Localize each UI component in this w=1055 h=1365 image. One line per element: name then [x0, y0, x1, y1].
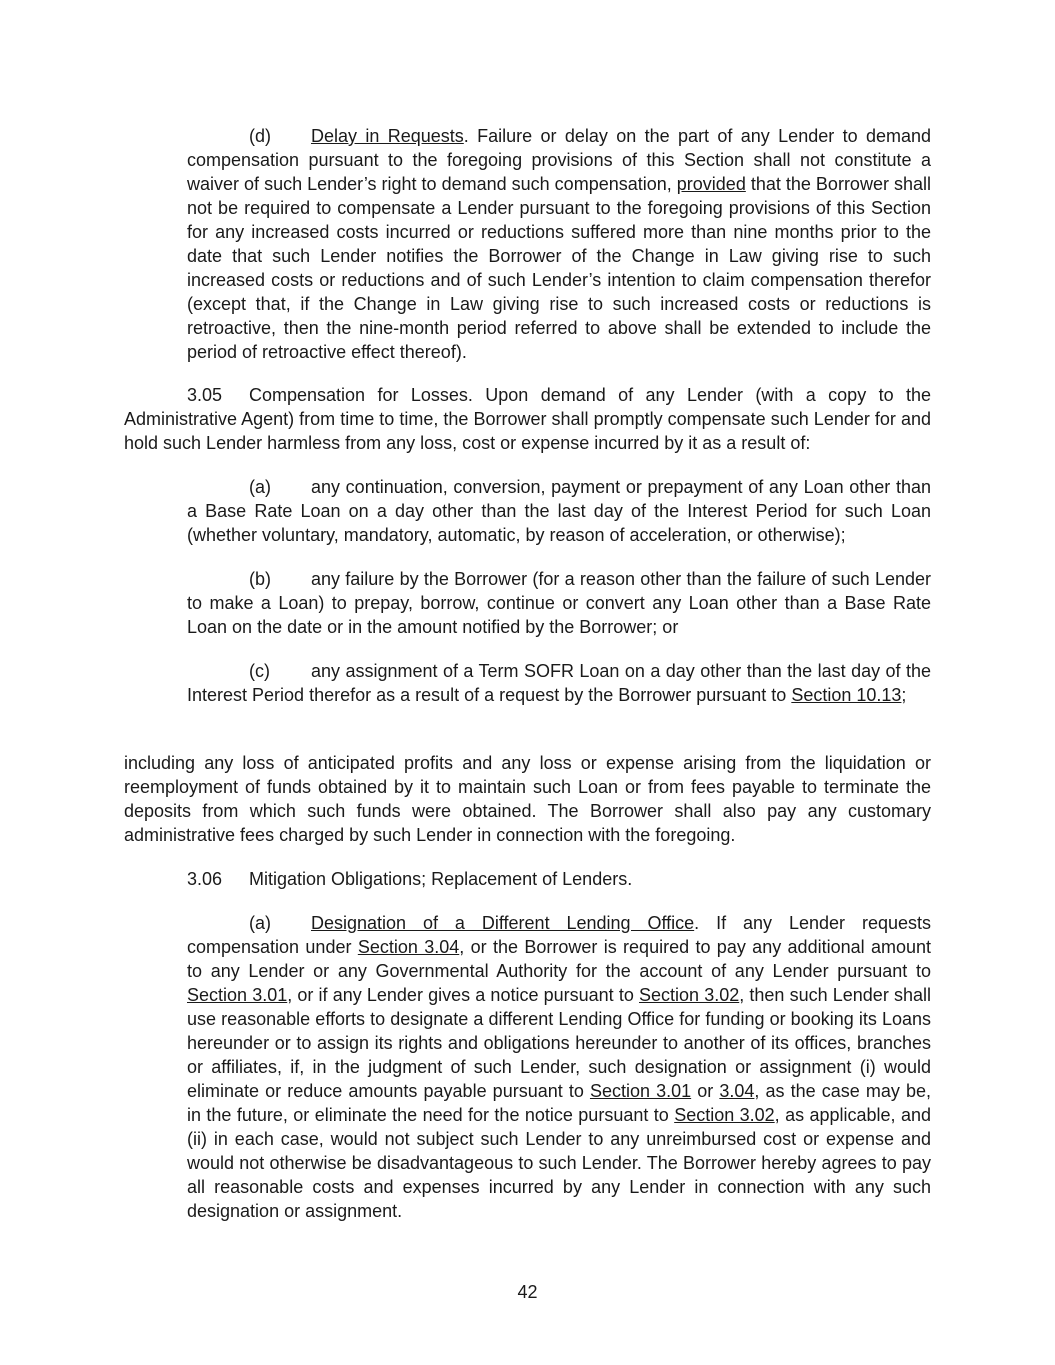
item-label: (a): [249, 477, 271, 497]
section-title: Mitigation Obligations; Replacement of Lenders.: [249, 869, 633, 889]
paragraph-text: . Failure or delay on the part of any Lender to demand compensation pursuant to the foregoing provisions of this Section shall not constitute a waiver of such Lender’s right to demand such compensation,: [187, 126, 931, 194]
item-text: , or the Borrower is required to pay any additional amount to any Lender or any Governmental Authority for the account of any Lender pursuant to: [187, 937, 932, 981]
item-text: , as applicable, and (ii) in each case, would not subject such Lender to any unreimbursed cost or expense and would not otherwise be disadvantageous to such Lender. The Borrower hereby agrees to pay all reasonable costs and expenses incurred by any Lender in connection with any such designation or assignment.: [187, 1105, 931, 1221]
item-text: any continuation, conversion, payment or prepayment of any Loan other than a Base Rate Loan on a day other than the last day of the Interest Period for such Loan (whether voluntary, mandatory, automatic, by reason of acceleration, or otherwise);: [187, 477, 931, 545]
paragraph-text: that the Borrower shall not be required to compensate a Lender pursuant to the foregoing provisions of this Section for any increased costs incurred or reductions suffered more than nine months prior to the date that such Lender notifies the Borrower of the Change in Law giving rise to such increased costs or reductions and of such Lender’s intention to claim compensation therefor (except that, if the Change in Law giving rise to such increased costs or reductions is retroactive, then the nine-month period referred to above shall be extended to include the period of retroactive effect thereof).: [187, 174, 931, 362]
section-reference: Section 3.02: [674, 1105, 775, 1125]
section-reference: 3.04: [719, 1081, 755, 1101]
section-3-05: [124, 383, 931, 455]
section-reference: Section 3.01: [187, 985, 288, 1005]
item-text: , or if any Lender gives a notice pursuant to: [287, 985, 639, 1005]
item-label: (b): [249, 569, 271, 589]
item-b-failure: [187, 567, 931, 639]
provided-term: provided: [676, 174, 746, 194]
section-reference: Section 3.04: [357, 937, 460, 957]
section-3-06-heading: [187, 867, 632, 891]
item-a-continuation: [187, 475, 931, 547]
including-paragraph: [124, 751, 931, 847]
item-label: (c): [249, 661, 270, 681]
section-number: 3.06: [187, 869, 223, 889]
item-title: Designation of a Different Lending Office: [311, 913, 695, 933]
item-text-tail: ;: [901, 685, 907, 705]
page-number: 42: [517, 1282, 538, 1302]
section-text: Upon demand of any Lender (with a copy to the Administrative Agent) from time to time, the Borrower shall promptly compensate such Lender for and hold such Lender harmless from any loss, cost or expense incurred by it as a result of:: [124, 385, 931, 453]
section-reference: Section 10.13: [791, 685, 902, 705]
paragraph-label: (d): [249, 126, 271, 146]
item-text: . If any Lender requests compensation under: [187, 913, 931, 957]
item-c-assignment: [187, 659, 931, 707]
item-text: , then such Lender shall use reasonable efforts to designate a different Lending Office for funding or booking its Loans hereunder or to assign its rights and obligations hereunder to another of its offices, branches or affiliates, if, in the judgment of such Lender, such designation or assignment (i) would eliminate or reduce amounts payable pursuant to: [187, 985, 931, 1101]
item-text: any failure by the Borrower (for a reason other than the failure of such Lender to make a Loan) to prepay, borrow, continue or convert any Loan other than a Base Rate Loan on the date or in the amount notified by the Borrower; or: [187, 569, 931, 637]
paragraph-title: Delay in Requests: [311, 126, 464, 146]
item-text: or: [691, 1081, 720, 1101]
item-text: , as the case may be, in the future, or eliminate the need for the notice pursuant to: [187, 1081, 931, 1125]
section-reference: Section 3.01: [589, 1081, 692, 1101]
item-label: (a): [249, 913, 271, 933]
section-number: 3.05: [187, 385, 223, 405]
section-reference: Section 3.02: [639, 985, 740, 1005]
paragraph-text: including any loss of anticipated profits and any loss or expense arising from the liquidation or reemployment of funds obtained by it to maintain such Loan or from fees payable to terminate the deposits from which such funds were obtained. The Borrower shall also pay any customary administrative fees charged by such Lender in connection with the foregoing.: [124, 753, 931, 845]
item-3-06-a-designation: [187, 911, 931, 1223]
item-text: any assignment of a Term SOFR Loan on a day other than the last day of the Interest Period therefor as a result of a request by the Borrower pursuant to: [187, 661, 931, 705]
paragraph-d-delay-in-requests: [187, 124, 931, 364]
section-title: Compensation for Losses.: [249, 385, 473, 405]
